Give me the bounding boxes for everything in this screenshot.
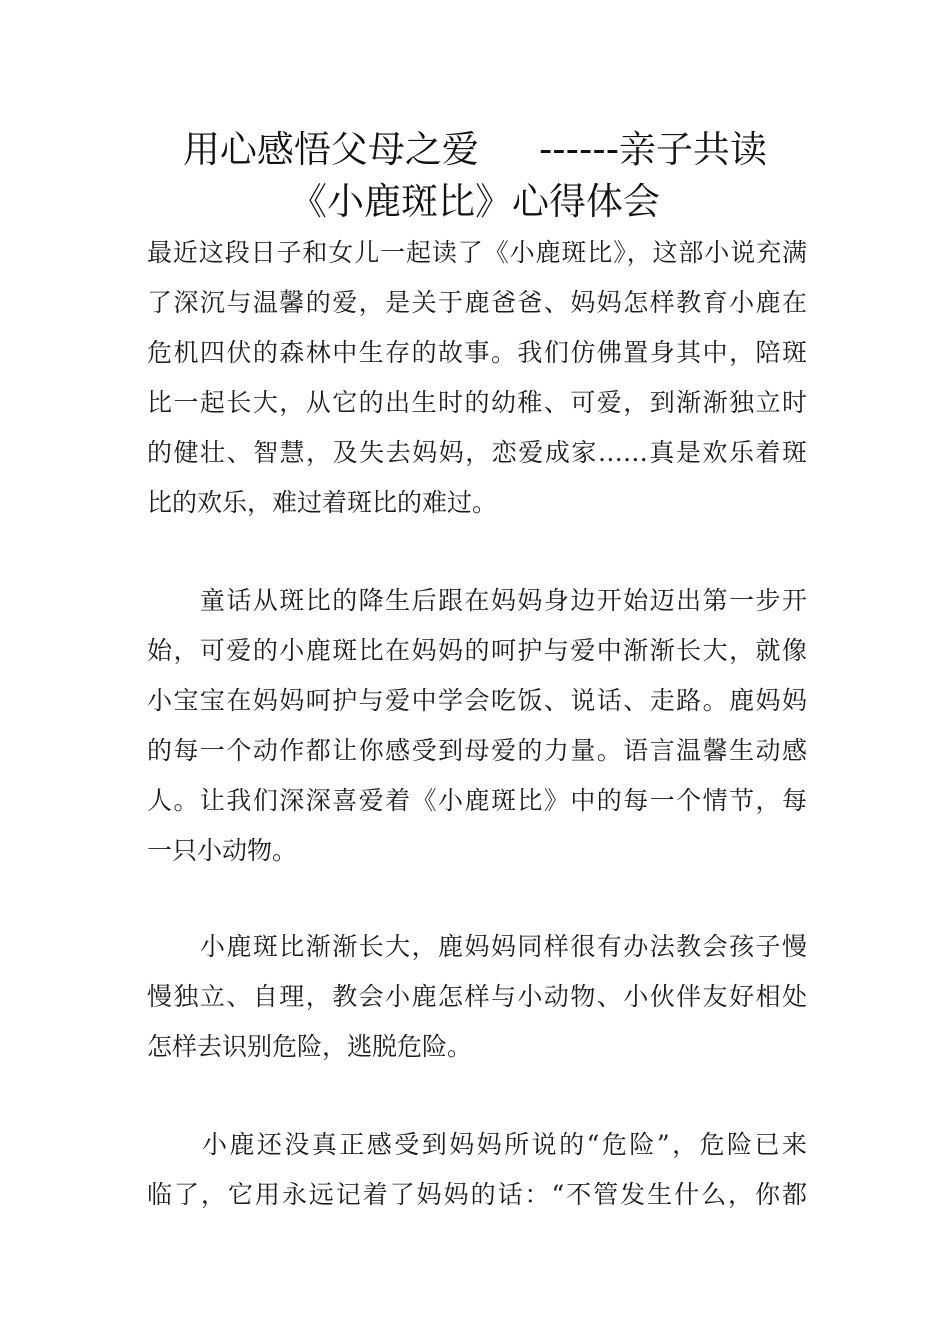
paragraph-1 (147, 228, 807, 528)
title-subtitle: ------亲子共读 (538, 128, 768, 171)
text-line: 小鹿还没真正感受到妈妈所说的“危险”，危险已来 (147, 1130, 807, 1159)
text-line: 人。让我们深深喜爱着《小鹿斑比》中的每一个情节，每 (147, 786, 807, 815)
text-line: 比一起长大，从它的出生时的幼稚、可爱，到渐渐独立时 (147, 388, 807, 417)
text-line: 的每一个动作都让你感受到母爱的力量。语言温馨生动感 (147, 736, 807, 765)
text-line: 小鹿斑比渐渐长大，鹿妈妈同样很有办法教会孩子慢 (147, 932, 807, 961)
text-line: 比的欢乐，难过着斑比的难过。 (147, 488, 498, 517)
document-title-line-2: 《小鹿斑比》心得体会 (290, 180, 660, 223)
paragraph-4 (147, 1120, 807, 1220)
text-line: 一只小动物。 (147, 836, 298, 865)
text-line: 始，可爱的小鹿斑比在妈妈的呵护与爱中渐渐长大，就像 (147, 636, 807, 665)
text-line: 了深沉与温馨的爱，是关于鹿爸爸、妈妈怎样教育小鹿在 (147, 288, 807, 317)
text-line: 怎样去识别危险，逃脱危险。 (147, 1032, 473, 1061)
paragraph-2 (147, 576, 807, 876)
title-main: 用心感悟父母之爱 (182, 128, 479, 171)
text-line: 临了，它用永远记着了妈妈的话：“不管发生什么，你都 (147, 1180, 807, 1209)
text-line: 最近这段日子和女儿一起读了《小鹿斑比》，这部小说充满 (147, 238, 807, 267)
text-line: 小宝宝在妈妈呵护与爱中学会吃饭、说话、走路。鹿妈妈 (147, 686, 807, 715)
text-line: 慢独立、自理，教会小鹿怎样与小动物、小伙伴友好相处 (147, 982, 807, 1011)
text-line: 童话从斑比的降生后跟在妈妈身边开始迈出第一步开 (147, 586, 807, 615)
paragraph-3 (147, 922, 807, 1072)
text-line: 危机四伏的森林中生存的故事。我们仿佛置身其中，陪斑 (147, 338, 807, 367)
text-line: 的健壮、智慧，及失去妈妈，恋爱成家……真是欢乐着斑 (147, 438, 807, 467)
document-title-line-1 (110, 124, 840, 176)
